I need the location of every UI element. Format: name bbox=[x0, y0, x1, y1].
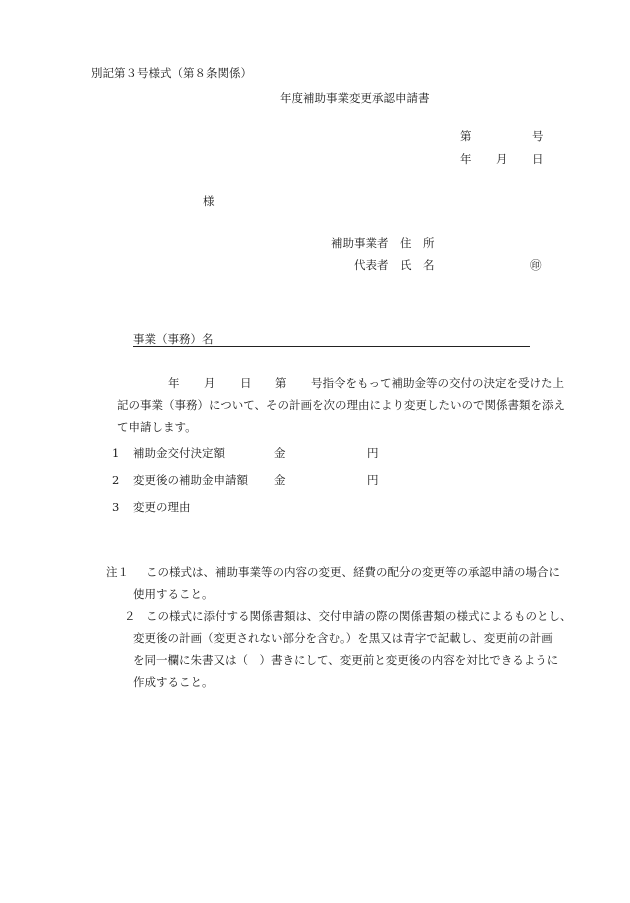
date-day: 日 bbox=[532, 152, 544, 166]
form-label: 別記第３号様式（第８条関係） bbox=[91, 66, 252, 80]
note-1-line: 使用すること。 bbox=[133, 587, 214, 601]
date-year: 年 bbox=[460, 152, 472, 166]
body-line3: て申請します。 bbox=[117, 420, 197, 434]
name-label: 氏 名 bbox=[400, 258, 435, 272]
body-day: 日 bbox=[240, 376, 252, 390]
item-label: 変更の理由 bbox=[133, 500, 191, 514]
doc-number-go: 号 bbox=[532, 129, 544, 143]
note-2-mark: ２ bbox=[124, 609, 136, 623]
addressee-suffix: 様 bbox=[203, 194, 215, 208]
body-month: 月 bbox=[204, 376, 216, 390]
project-name-label: 事業（事務）名 bbox=[133, 332, 214, 346]
item-yen: 円 bbox=[367, 473, 379, 487]
item-number: 1 bbox=[112, 446, 120, 460]
item-label: 変更後の補助金申請額 bbox=[133, 473, 248, 487]
note-2-line: 変更後の計画（変更されない部分を含む。）を黒又は青字で記載し、変更前の計画 bbox=[133, 631, 553, 645]
applicant-role: 補助事業者 bbox=[331, 236, 389, 250]
item-number: 3 bbox=[112, 500, 120, 514]
item-label: 補助金交付決定額 bbox=[133, 446, 225, 460]
item-kin: 金 bbox=[274, 446, 286, 460]
document-title: 年度補助事業変更承認申請書 bbox=[280, 91, 430, 105]
body-line2: 記の事業（事務）について、その計画を次の理由により変更したいので関係書類を添え bbox=[117, 398, 566, 412]
representative-role: 代表者 bbox=[354, 258, 389, 272]
body-dai: 第 bbox=[275, 376, 287, 390]
doc-number-dai: 第 bbox=[460, 129, 472, 143]
address-label: 住 所 bbox=[400, 236, 435, 250]
project-name-underline bbox=[133, 346, 530, 347]
note-1-line: この様式は、補助事業等の内容の変更、経費の配分の変更等の承認申請の場合に bbox=[146, 565, 560, 579]
note-2-line: 作成すること。 bbox=[133, 675, 214, 689]
note-1-mark: 注１ bbox=[106, 565, 129, 579]
body-year: 年 bbox=[168, 376, 180, 390]
item-yen: 円 bbox=[367, 446, 379, 460]
item-number: 2 bbox=[112, 473, 120, 487]
body-line1-rest: 号指令をもって補助金等の交付の決定を受けた上 bbox=[311, 376, 564, 390]
date-month: 月 bbox=[496, 152, 508, 166]
item-kin: 金 bbox=[274, 473, 286, 487]
note-2-line: この様式に添付する関係書類は、交付申請の際の関係書類の様式によるものとし、 bbox=[146, 609, 572, 623]
note-2-line: を同一欄に朱書又は（ ）書きにして、変更前と変更後の内容を対比できるように bbox=[133, 653, 559, 667]
seal-mark: ㊞ bbox=[530, 258, 542, 272]
